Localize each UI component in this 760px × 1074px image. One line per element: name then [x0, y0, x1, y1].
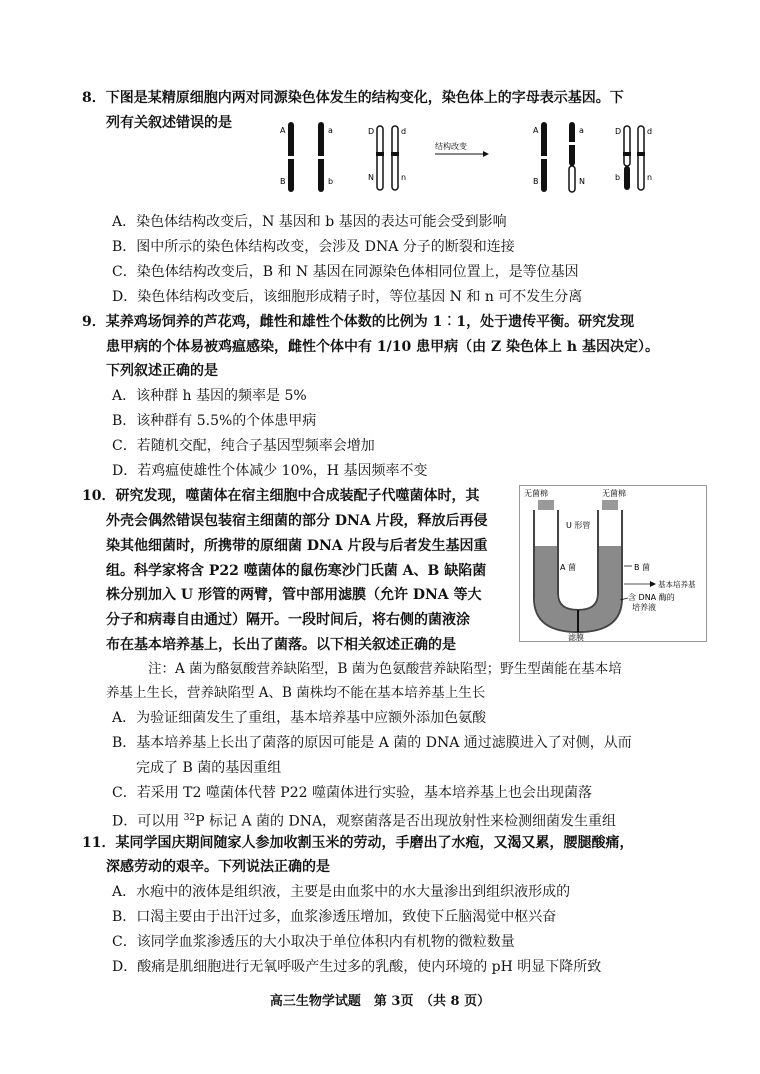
q10-note-line2: 养基上生长，营养缺陷型 A、B 菌株均不能在基本培养基上生长 [106, 685, 486, 701]
gene-label-n-after: n [647, 173, 653, 182]
q10-option-b-line1[interactable]: B．基本培养基上长出了菌落的原因可能是 A 菌的 DNA 通过滤膜进入了对侧，从而 [112, 735, 632, 751]
q10-stem-line2: 外壳会偶然错误包装宿主细菌的部分 DNA 片段，释放后再侵 [106, 513, 488, 529]
q8-option-b[interactable]: B．图中所示的染色体结构改变，会涉及 DNA 分子的断裂和连接 [112, 239, 515, 255]
q10-option-a[interactable]: A．为验证细菌发生了重组，基本培养基中应额外添加色氨酸 [112, 710, 487, 726]
q11-option-a[interactable]: A．水疱中的液体是组织液，主要是由血浆中的水大量渗出到组织液形成的 [112, 884, 571, 900]
arrow-label: 结构改变 [435, 142, 467, 151]
q11-option-d[interactable]: D．酸痛是肌细胞进行无氧呼吸产生过多的乳酸，使内环境的 pH 明显下降所致 [112, 959, 602, 975]
gene-label-a-after: a [579, 126, 584, 135]
q10-option-b-line2: 完成了 B 菌的基因重组 [136, 760, 282, 776]
arrow-right-icon [483, 151, 489, 157]
gene-label-A: A [280, 126, 286, 135]
dnase-label-line2: 培养液 [632, 603, 656, 612]
gene-label-n: n [401, 173, 407, 182]
filter-label: 滤膜 [568, 633, 584, 642]
medium-label: 基本培养基 [658, 580, 696, 589]
q9-stem-line1: 9．某养鸡场饲养的芦花鸡，雌性和雄性个体数的比例为 1︰1，处于遗传平衡。研究发现 [82, 314, 635, 330]
gene-label-N: N [368, 173, 374, 182]
page-footer: 高三生物学试题 第 3页 （共 8 页） [269, 994, 491, 1009]
q8-option-a[interactable]: A．染色体结构改变后，N 基因和 b 基因的表达可能会受到影响 [112, 214, 507, 230]
q10-stem-line5: 株分别加入 U 形管的两臂，管中部用滤膜（允许 DNA 等大 [106, 587, 482, 603]
q9-stem-line3: 下列叙述正确的是 [106, 363, 218, 379]
q10-stem-line7: 布在基本培养基上，长出了菌落。以下相关叙述正确的是 [106, 637, 456, 653]
q10-option-d-rest: P 标记 A 菌的 DNA，观察菌落是否出现放射性来检测细菌发生重组 [195, 813, 617, 830]
u-tube-label: U 形管 [566, 521, 591, 530]
q8-stem-line1: 8．下图是某精原细胞内两对同源染色体发生的结构变化，染色体上的字母表示基因。下 [82, 90, 624, 106]
q9-option-c[interactable]: C．若随机交配，纯合子基因型频率会增加 [112, 438, 375, 454]
q10-stem-line6: 分子和病毒自由通过）隔开。一段时间后，将右侧的菌液涂 [106, 612, 470, 628]
q10-note-line1: 注：A 菌为酪氨酸营养缺陷型，B 菌为色氨酸营养缺陷型；野生型菌能在基本培 [148, 661, 622, 677]
gene-label-B-after: B [533, 177, 539, 186]
b-bacteria-label: B 菌 [634, 563, 651, 572]
q10-stem-line1: 10．研究发现，噬菌体在宿主细胞中合成装配子代噬菌体时，其 [82, 488, 480, 504]
q8-chromosome-figure [275, 118, 655, 198]
q10-u-tube-figure [519, 485, 707, 642]
q10-option-c[interactable]: C．若采用 T2 噬菌体代替 P22 噬菌体进行实验，基本培养基上也会出现菌落 [112, 785, 592, 801]
q9-option-b[interactable]: B．该种群有 5.5%的个体患甲病 [112, 413, 317, 429]
gene-label-A-after: A [533, 126, 539, 135]
gene-label-b: b [328, 177, 334, 186]
gene-label-D-after: D [615, 127, 622, 136]
q10-option-d-superscript: 32 [183, 813, 196, 823]
cotton-right-label: 无菌棉 [602, 489, 626, 498]
gene-label-B: B [280, 177, 286, 186]
dnase-label-line1: 含 DNA 酶的 [628, 593, 675, 602]
q10-option-d-prefix: D．可以用 [112, 813, 184, 830]
q10-option-d[interactable] [112, 808, 616, 832]
q9-option-a[interactable]: A．该种群 h 基因的频率是 5% [112, 388, 307, 404]
q9-option-d[interactable]: D．若鸡瘟使雄性个体减少 10%，H 基因频率不变 [112, 463, 428, 479]
q9-stem-line2: 患甲病的个体易被鸡瘟感染，雌性个体中有 1/10 患甲病（由 Z 染色体上 h 基因决定）。 [106, 339, 659, 355]
q10-stem-line4: 组。科学家将含 P22 噬菌体的鼠伤寒沙门氏菌 A、B 缺陷菌 [106, 563, 487, 579]
a-bacteria-label: A 菌 [560, 563, 577, 572]
q11-option-b[interactable]: B．口渴主要由于出汗过多，血浆渗透压增加，致使下丘脑渴觉中枢兴奋 [112, 909, 557, 925]
gene-label-d-after: d [647, 127, 653, 136]
gene-label-b-after: b [615, 173, 621, 182]
gene-label-D: D [368, 127, 375, 136]
q8-stem-line2: 列有关叙述错误的是 [106, 115, 232, 131]
gene-label-N-after: N [579, 177, 585, 186]
gene-label-d: d [401, 127, 407, 136]
q11-stem-line2: 深感劳动的艰辛。下列说法正确的是 [106, 859, 330, 875]
q10-stem-line3: 染其他细菌时，所携带的原细菌 DNA 片段与后者发生基因重 [106, 538, 488, 554]
q11-stem-line1: 11．某同学国庆期间随家人参加收割玉米的劳动，手磨出了水疱，又渴又累，腰腿酸痛， [82, 835, 634, 851]
q8-option-c[interactable]: C．染色体结构改变后，B 和 N 基因在同源染色体相同位置上，是等位基因 [112, 264, 579, 280]
q8-option-d[interactable]: D．染色体结构改变后，该细胞形成精子时，等位基因 N 和 n 可不发生分离 [112, 289, 583, 305]
gene-label-a: a [328, 126, 333, 135]
q11-option-c[interactable]: C．该同学血浆渗透压的大小取决于单位体积内有机物的微粒数量 [112, 934, 515, 950]
cotton-left-label: 无菌棉 [524, 489, 548, 498]
